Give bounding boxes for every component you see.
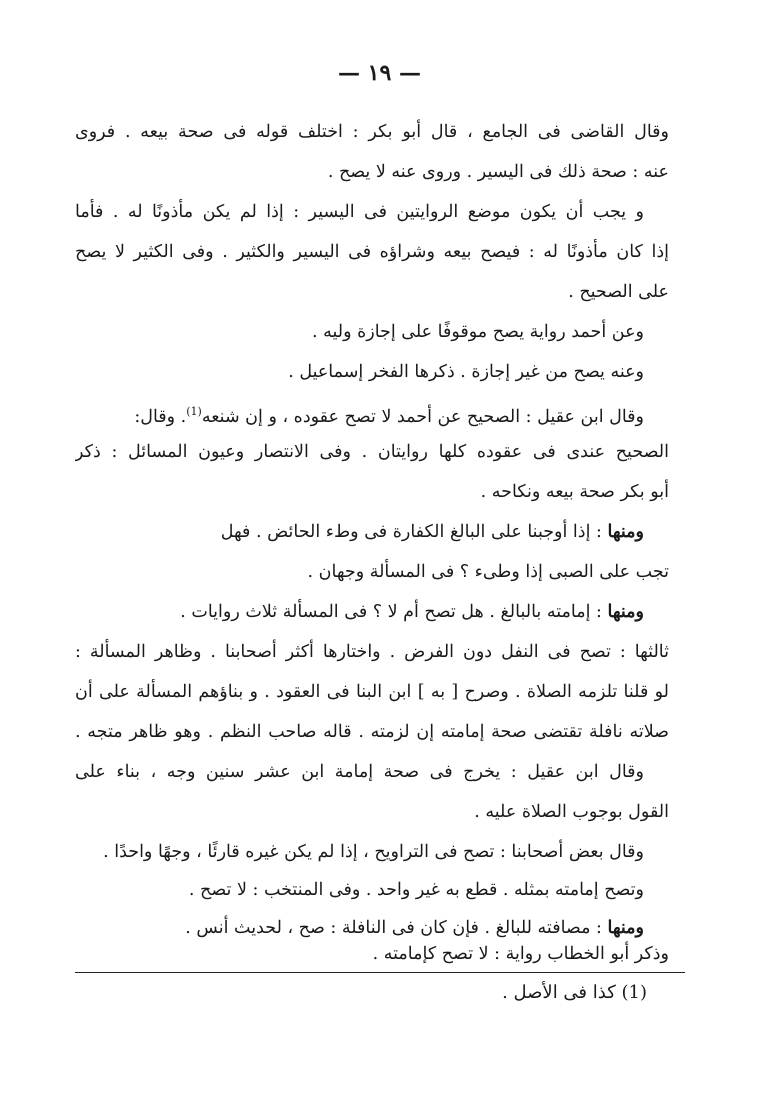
text-line-3: و يجب أن يكون موضع الروايتين فى اليسير : إذا لم يكن مأذونًا له . فأما bbox=[75, 202, 644, 222]
text-line-16: صلاته نافلة تقتضى صحة إمامته إن لزمته . قاله صاحب النظم . وهو ظاهر متجه . bbox=[75, 722, 669, 742]
text-line-19: وقال بعض أصحابنا : تصح فى التراويح ، إذا لم يكن غيره قارئًا ، وجهًا واحدًا . bbox=[103, 842, 644, 862]
text-line-13 bbox=[160, 598, 644, 626]
footnote-ref: (1) bbox=[186, 405, 202, 418]
text-line-9: الصحيح عندى فى عقوده كلها روايتان . وفى الانتصار وعيون المسائل : ذكر bbox=[75, 442, 669, 462]
text-line-21-body: : مصافته للبالغ . فإن كان فى النافلة : صح ، لحديث أنس . bbox=[185, 918, 602, 938]
text-line-18: القول بوجوب الصلاة عليه . bbox=[474, 802, 669, 822]
text-line-17: وقال ابن عقيل : يخرج فى صحة إمامة ابن عشر سنين وجه ، بناء على bbox=[75, 762, 644, 782]
text-line-10: أبو بكر صحة بيعه ونكاحه . bbox=[480, 482, 669, 502]
text-line-11 bbox=[75, 518, 644, 546]
text-line-8 bbox=[75, 398, 644, 431]
text-line-6: وعن أحمد رواية يصح موقوفًا على إجازة وليه . bbox=[311, 322, 644, 342]
text-line-8-end: . وقال: bbox=[134, 406, 187, 427]
text-line-21 bbox=[160, 914, 644, 942]
footnote: (1) كذا فى الأصل . bbox=[502, 982, 647, 1003]
text-line-14: ثالثها : تصح فى النفل دون الفرض . واختارها أكثر أصحابنا . وظاهر المسألة : bbox=[75, 642, 669, 662]
section-marker: ومنها bbox=[607, 918, 644, 938]
text-line-11-body: : إذا أوجبنا على البالغ الكفارة فى وطء الحائض . فهل bbox=[220, 522, 602, 542]
text-line-20: وتصح إمامته بمثله . قطع به غير واحد . وفى المنتخب : لا تصح . bbox=[188, 880, 644, 900]
text-line-5: على الصحيح . bbox=[568, 282, 669, 302]
text-line-8-main: وقال ابن عقيل : الصحيح عن أحمد لا تصح عقوده ، و إن شنعه bbox=[201, 406, 644, 427]
text-line-12: تجب على الصبى إذا وطىء ؟ فى المسألة وجهان . bbox=[307, 562, 669, 582]
text-line-13-body: : إمامته بالبالغ . هل تصح أم لا ؟ فى المسألة ثلاث روايات . bbox=[180, 602, 602, 622]
section-marker: ومنها bbox=[607, 602, 644, 622]
text-line-22: وذكر أبو الخطاب رواية : لا تصح كإمامته . bbox=[372, 944, 669, 964]
text-line-4: إذا كان مأذونًا له : فيصح بيعه وشراؤه فى اليسير والكثير . وفى الكثير لا يصح bbox=[75, 242, 669, 262]
text-line-15: لو قلنا تلزمه الصلاة . وصرح [ به ] ابن البنا فى العقود . و بناؤهم المسألة على أن bbox=[75, 682, 669, 702]
text-line-1: وقال القاضى فى الجامع ، قال أبو بكر : اختلف قوله فى صحة بيعه . فروى bbox=[75, 122, 669, 142]
text-line-7: وعنه يصح من غير إجازة . ذكرها الفخر إسماعيل . bbox=[288, 362, 644, 382]
footnote-divider bbox=[75, 972, 685, 973]
page-number: — ١٩ — bbox=[338, 60, 421, 86]
text-line-2: عنه : صحة ذلك فى اليسير . وروى عنه لا يصح . bbox=[327, 162, 669, 182]
section-marker: ومنها bbox=[607, 522, 644, 542]
